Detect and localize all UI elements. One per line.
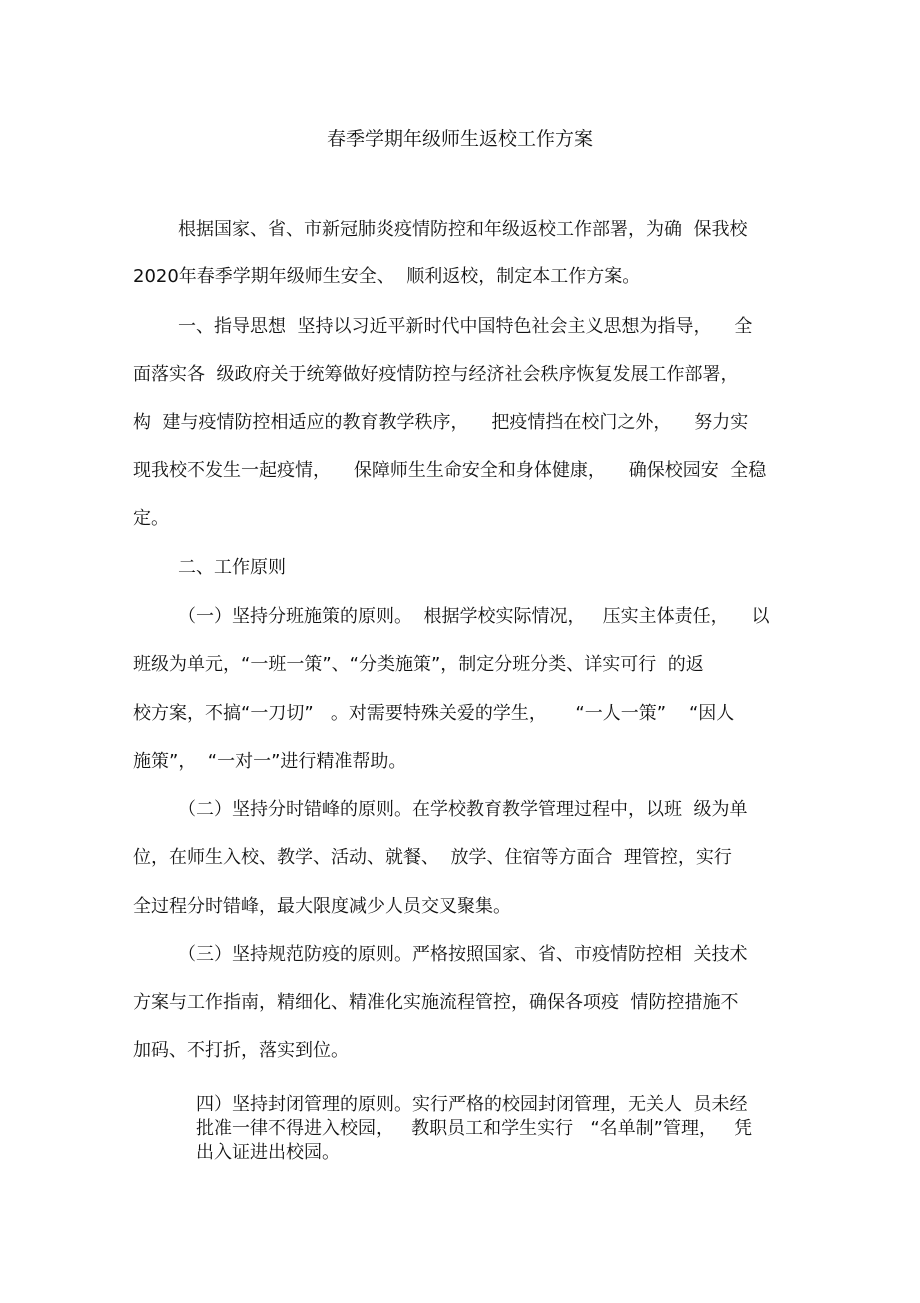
section1-line-5: 定。 [133, 508, 169, 529]
principle3-line-3: 加码、不打折，落实到位。 [133, 1040, 349, 1061]
principle1-line-1: （一）坚持分班施策的原则。 根据学校实际情况， 压实主体责任， 以 [178, 606, 770, 627]
principle1-line-4: 施策”， “一对一”进行精准帮助。 [133, 751, 407, 772]
principle3-line-1: （三）坚持规范防疫的原则。严格按照国家、省、市疫情防控相 关技术 [178, 944, 748, 965]
section2-heading: 二、工作原则 [178, 557, 286, 578]
principle1-line-2: 班级为单元，“一班一策”、“分类施策”，制定分班分类、详实可行 的返 [133, 654, 704, 675]
document-title: 春季学期年级师生返校工作方案 [326, 128, 593, 150]
section1-line-2: 面落实各 级政府关于统筹做好疫情防控与经济社会秩序恢复发展工作部署， [133, 364, 739, 385]
principle2-line-2: 位，在师生入校、教学、活动、就餐、 放学、住宿等方面合 理管控，实行 [133, 847, 732, 868]
principle2-line-1: （二）坚持分时错峰的原则。在学校教育教学管理过程中，以班 级为单 [178, 799, 748, 820]
section1-line-1: 一、指导思想 坚持以习近平新时代中国特色社会主义思想为指导， 全 [178, 316, 753, 337]
principle1-line-3: 校方案，不搞“一刀切” 。对需要特殊关爱的学生， “一人一策” “因人 [133, 703, 735, 724]
principle3-line-2: 方案与工作指南，精细化、精准化实施流程管控，确保各项疫 情防控措施不 [133, 992, 739, 1013]
section1-line-4: 现我校不发生一起疫情， 保障师生生命安全和身体健康， 确保校园安 全稳 [133, 460, 767, 481]
principle4-line-1: 四）坚持封闭管理的原则。实行严格的校园封闭管理，无关人 员未经 [196, 1094, 748, 1115]
principle4-line-3: 出入证进出校园。 [196, 1142, 340, 1163]
principle4-line-2: 批准一律不得进入校园， 教职员工和学生实行 “名单制”管理， 凭 [196, 1118, 753, 1139]
intro-line-1: 根据国家、省、市新冠肺炎疫情防控和年级返校工作部署，为确 保我校 [178, 219, 748, 240]
principle2-line-3: 全过程分时错峰，最大限度减少人员交叉聚集。 [133, 896, 511, 917]
intro-line-2: 2020年春季学期年级师生安全、 顺利返校，制定本工作方案。 [133, 266, 641, 287]
section1-line-3: 构 建与疫情防控相适应的教育教学秩序， 把疫情挡在校门之外， 努力实 [133, 412, 749, 433]
